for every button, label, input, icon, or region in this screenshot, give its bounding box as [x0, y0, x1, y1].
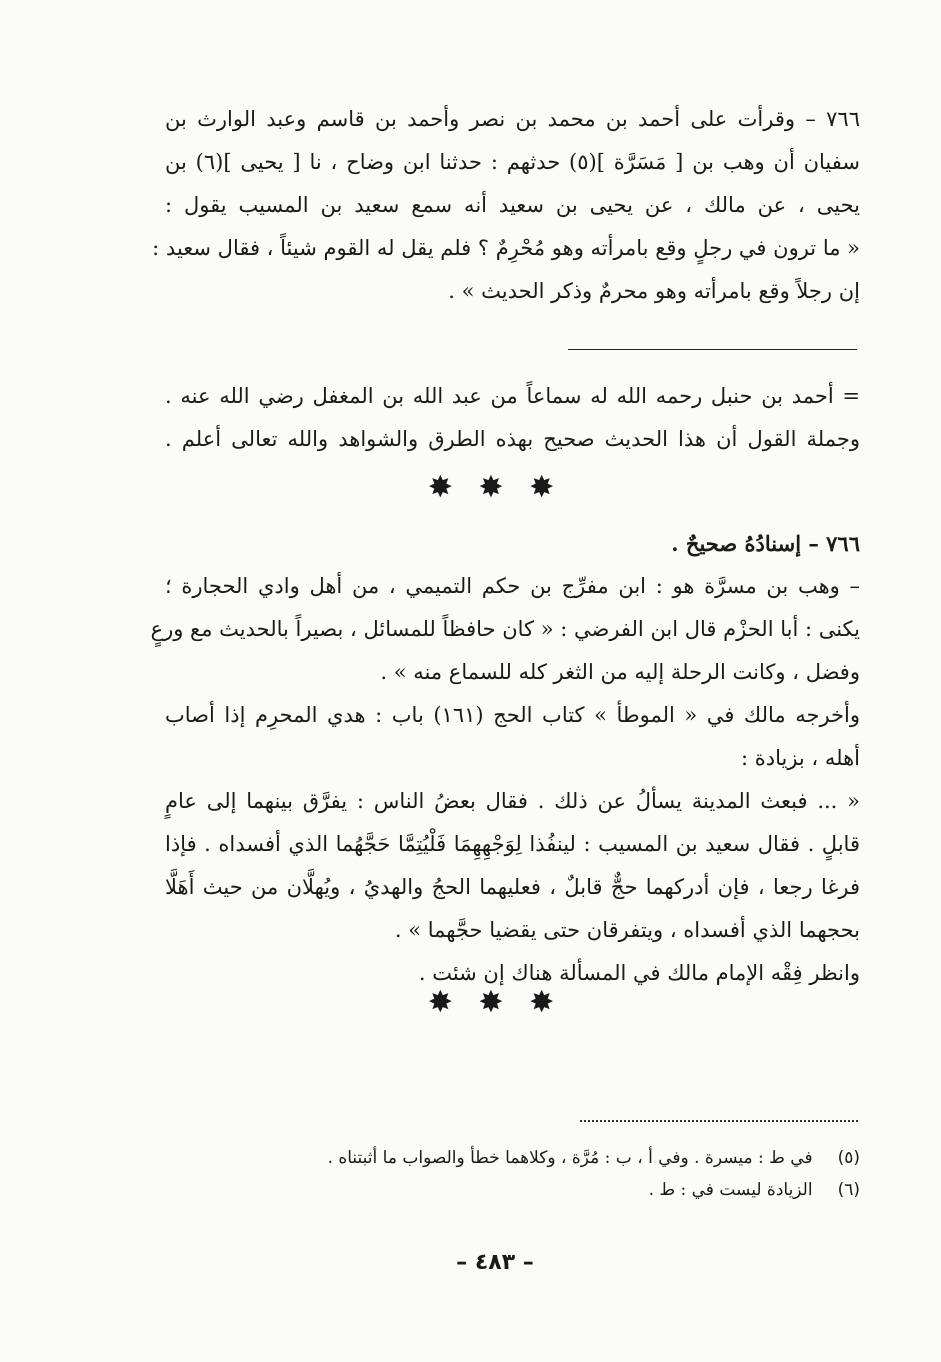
commentary-line: فرغا رجعا ، فإن أدركهما حجٌّ قابلٌ ، فعليهما الحجُ والهديُ ، ويُهلَّان من حيث أَهَلَّا [165, 875, 860, 899]
commentary-line: بحجهما الذي أفسداه ، ويتفرقان حتى يقضيا حجَّهما » . [394, 918, 860, 942]
commentary-line: « ... فبعث المدينة يسألُ عن ذلك . فقال بعضُ الناس : يفرَّق بينهما إلى عامٍ [165, 789, 860, 813]
footnote-mark: (٥) [837, 1148, 860, 1168]
footnotes-divider [580, 1120, 858, 1122]
commentary-heading: ٧٦٦ – إسنادُهُ صحيحٌ . [671, 531, 860, 556]
commentary-line: وانظر فِقْه الإمام مالك في المسألة هناك إن شئت . [418, 961, 860, 985]
section-separator: ✸ ✸ ✸ [427, 470, 563, 505]
narration-line: إن رجلاً وقع بامرأته وهو محرمٌ وذكر الحديث » . [448, 279, 860, 303]
footnote-text: الزيادة ليست في : ط . [648, 1180, 813, 1200]
continued-line: وجملة القول أن هذا الحديث صحيح بهذه الطرق والشواهد والله تعالى أعلم . [165, 427, 860, 451]
commentary-line: – وهب بن مسرَّة هو : ابن مفرِّج بن حكم التميمي ، من أهل وادي الحجارة ؛ [165, 574, 860, 598]
commentary-line: قابلٍ . فقال سعيد بن المسيب : لينفُذا لِوَجْهِهِمَا فَلْيُتِمَّا حَجَّهُما الذي أفسداه . فإذا [165, 832, 860, 856]
footnote-mark: (٦) [837, 1180, 860, 1200]
commentary-line: يكنى : أبا الحزْم قال ابن الفرضي : « كان حافظاً للمسائل ، بصيراً بالحديث مع ورعٍ [150, 617, 860, 641]
commentary-line: وأخرجه مالك في « الموطأ » كتاب الحج (١٦١) باب : هدي المحرِم إذا أصاب [165, 703, 860, 727]
narration-line: سفيان أن وهب بن [ مَسَرَّة ](٥) حدثهم : حدثنا ابن وضاح ، نا [ يحيى ](٦) بن [165, 150, 860, 174]
commentary [150, 522, 860, 995]
footnote [270, 1174, 860, 1206]
commentary-line: وفضل ، وكانت الرحلة إليه من الثغر كله للسماع منه » . [380, 660, 860, 684]
continued-line: = أحمد بن حنبل رحمه الله له سماعاً من عبد الله بن المغفل رضي الله عنه . [165, 384, 860, 408]
commentary-line: أهله ، بزيادة : [740, 746, 860, 770]
narration-line: يحيى ، عن مالك ، عن يحيى بن سعيد أنه سمع سعيد بن المسيب يقول : [165, 193, 860, 217]
footnote-divider [568, 349, 857, 350]
continued-commentary [165, 375, 860, 461]
hadith-narration [152, 98, 860, 313]
footnote-text: في ط : ميسرة . وفي أ ، ب : مُرَّة ، وكلاهما خطأ والصواب ما أثبتناه . [327, 1148, 813, 1168]
footnotes [270, 1142, 860, 1206]
narration-line: ٧٦٦ – وقرأت على أحمد بن محمد بن نصر وأحمد بن قاسم وعبد الوارث بن [165, 107, 860, 131]
narration-line: « ما ترون في رجلٍ وقع بامرأته وهو مُحْرِمٌ ؟ فلم يقل له القوم شيئاً ، فقال سعيد : [152, 236, 860, 260]
page-number: – ٤٨٣ – [456, 1250, 534, 1275]
section-separator: ✸ ✸ ✸ [427, 985, 563, 1020]
footnote [270, 1142, 860, 1174]
